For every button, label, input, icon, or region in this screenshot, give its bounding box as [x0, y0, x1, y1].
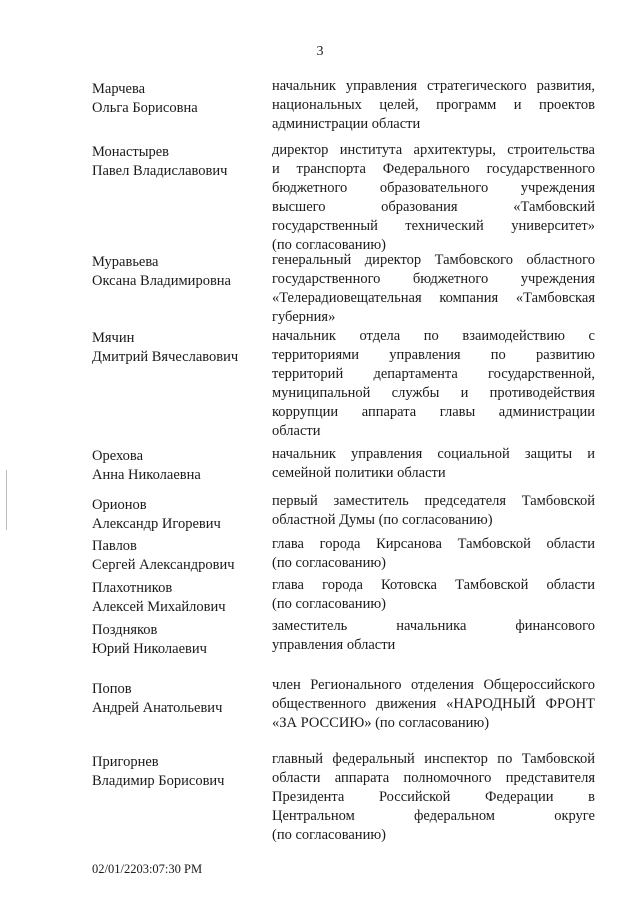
position-line: Центральном федеральном округе — [272, 808, 595, 824]
position-line: губерния» — [272, 309, 336, 325]
member-given-name: Дмитрий Вячеславович — [92, 349, 239, 365]
member-surname: Попов — [92, 681, 132, 697]
position-line: главный федеральный инспектор по Тамбовской — [272, 751, 595, 767]
position-line: высшего образования «Тамбовский — [272, 199, 595, 215]
position-line: семейной политики области — [272, 465, 446, 481]
member-surname: Пригорнев — [92, 754, 159, 770]
member-surname: Мячин — [92, 330, 135, 346]
member-name — [92, 621, 267, 659]
member-position — [272, 445, 595, 483]
position-line: начальник отдела по взаимодействию с — [272, 328, 595, 344]
member-given-name: Павел Владиславович — [92, 163, 228, 179]
position-line: областной Думы (по согласованию) — [272, 512, 493, 528]
position-line: территорий департамента государственной, — [272, 366, 595, 382]
member-position — [272, 576, 595, 614]
position-line: коррупции аппарата главы администрации — [272, 404, 595, 420]
member-name — [92, 447, 267, 485]
member-position — [272, 617, 595, 655]
member-surname: Марчева — [92, 81, 146, 97]
position-line: глава города Котовска Тамбовской области — [272, 577, 595, 593]
position-line: и транспорта Федерального государственного — [272, 161, 595, 177]
member-given-name: Владимир Борисович — [92, 773, 225, 789]
member-surname: Павлов — [92, 538, 137, 554]
position-line: глава города Кирсанова Тамбовской области — [272, 536, 595, 552]
member-position — [272, 492, 595, 530]
position-line: области аппарата полномочного представителя — [272, 770, 595, 786]
member-given-name: Ольга Борисовна — [92, 100, 198, 116]
position-line: общественного движения «НАРОДНЫЙ ФРОНТ — [272, 696, 595, 712]
position-line: (по согласованию) — [272, 596, 386, 612]
position-line: государственный технический университет» — [272, 218, 595, 234]
member-name — [92, 80, 267, 118]
member-given-name: Андрей Анатольевич — [92, 700, 223, 716]
position-line: администрации области — [272, 116, 421, 132]
position-line: (по согласованию) — [272, 827, 386, 843]
member-position — [272, 535, 595, 573]
member-position — [272, 77, 595, 134]
position-line: (по согласованию) — [272, 237, 386, 253]
member-surname: Орионов — [92, 497, 147, 513]
position-line: бюджетного образовательного учреждения — [272, 180, 595, 196]
position-line: управления области — [272, 637, 396, 653]
member-surname: Муравьева — [92, 254, 159, 270]
footer-timestamp: 02/01/2203:07:30 PM — [92, 862, 203, 876]
position-line: Президента Российской Федерации в — [272, 789, 595, 805]
position-line: начальник управления социальной защиты и — [272, 446, 595, 462]
position-line: начальник управления стратегического развития, — [272, 78, 595, 94]
position-line: «Телерадиовещательная компания «Тамбовская — [272, 290, 595, 306]
position-line: директор института архитектуры, строительства — [272, 142, 595, 158]
position-line: первый заместитель председателя Тамбовской — [272, 493, 595, 509]
member-name — [92, 143, 267, 181]
member-given-name: Юрий Николаевич — [92, 641, 207, 657]
position-line: области — [272, 423, 321, 439]
position-line: территориями управления по развитию — [272, 347, 595, 363]
position-line: заместитель начальника финансового — [272, 618, 595, 634]
position-line: член Регионального отделения Общероссийского — [272, 677, 595, 693]
position-line: «ЗА РОССИЮ» (по согласованию) — [272, 715, 490, 731]
member-name — [92, 496, 267, 534]
member-position — [272, 251, 595, 327]
page-number: 3 — [316, 44, 324, 59]
position-line: муниципальной службы и противодействия — [272, 385, 595, 401]
member-position — [272, 141, 595, 255]
position-line: национальных целей, программ и проектов — [272, 97, 595, 113]
member-given-name: Алексей Михайлович — [92, 599, 226, 615]
position-line: государственного бюджетного учреждения — [272, 271, 595, 287]
member-position — [272, 676, 595, 733]
member-name — [92, 253, 267, 291]
member-surname: Монастырев — [92, 144, 170, 160]
position-line: (по согласованию) — [272, 555, 386, 571]
member-name — [92, 680, 267, 718]
member-surname: Поздняков — [92, 622, 158, 638]
member-given-name: Александр Игоревич — [92, 516, 221, 532]
position-line: генеральный директор Тамбовского областного — [272, 252, 595, 268]
member-surname: Плахотников — [92, 580, 173, 596]
member-position — [272, 327, 595, 441]
member-given-name: Оксана Владимировна — [92, 273, 231, 289]
member-surname: Орехова — [92, 448, 144, 464]
member-name — [92, 537, 267, 575]
member-name — [92, 329, 267, 367]
member-name — [92, 579, 267, 617]
member-name — [92, 753, 267, 791]
member-given-name: Анна Николаевна — [92, 467, 201, 483]
member-given-name: Сергей Александрович — [92, 557, 235, 573]
member-position — [272, 750, 595, 845]
